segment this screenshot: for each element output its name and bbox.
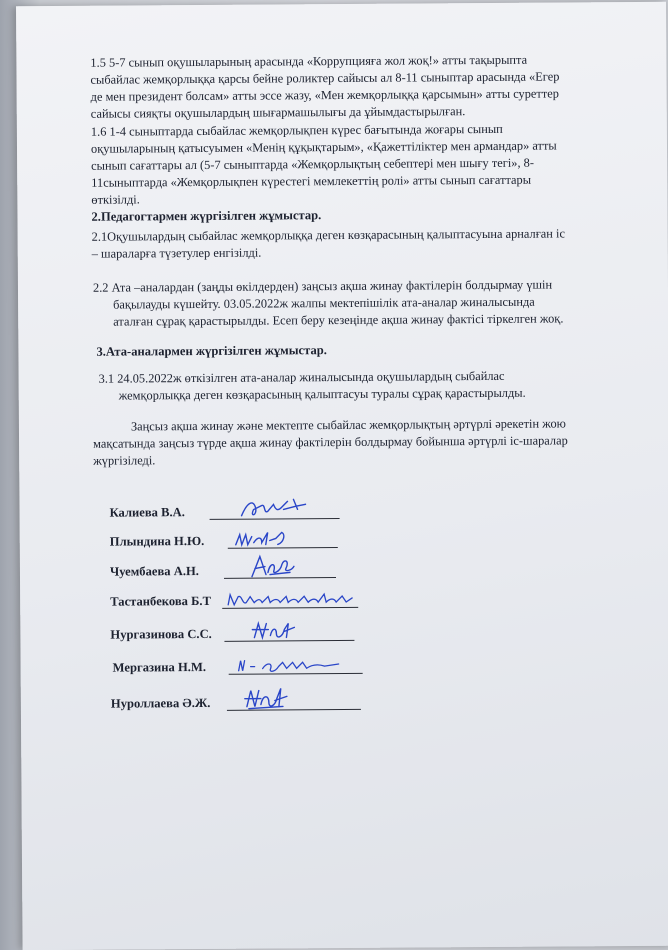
signature-row bbox=[111, 690, 371, 714]
signatory-name: Нуроллаева Ә.Ж. bbox=[110, 695, 211, 711]
closing-line-1: Заңсыз ақша жинау және мектепте сыбайлас жемқорлықтың әртүрлі әрекетін жою bbox=[130, 416, 566, 434]
item-1-5-line-3: де мен президент болсам» атты эссе жазу, «Мен жемқорлыққа қарсымын» атты суреттер bbox=[90, 86, 559, 104]
handwritten-signature bbox=[237, 495, 309, 522]
item-2-1-line-2: – шараларға түзетулер енгізілді. bbox=[91, 245, 262, 261]
signatory-name: Чуембаева А.Н. bbox=[109, 564, 199, 579]
signature-row bbox=[109, 499, 349, 523]
signatory-name: Калиева В.А. bbox=[109, 505, 185, 520]
item-3-1-line-2: жемқорлыққа деген көзқарасының қалыптасуы туралы сұрақ қарастырылды. bbox=[118, 385, 526, 403]
item-2-2-line-1: 2.2 Ата –аналардан (заңды өкілдерден) заңсыз ақша жинау фактілерін болдырмау үшін bbox=[92, 277, 553, 295]
signature-row bbox=[111, 654, 371, 678]
item-1-6-line-1: 1.6 1-4 сыныптарда сыбайлас жемқорлықпен күрес бағытында жоғары сынып bbox=[90, 121, 503, 139]
item-1-5-line-1: 1.5 5-7 сынып оқушыларының арасында «Коррупцияға жол жоқ!» атты тақырыпта bbox=[90, 52, 528, 70]
section-2-heading: 2.Педагогтармен жүргізілген жұмыстар. bbox=[91, 208, 322, 224]
item-3-1-line-1: 3.1 24.05.2022ж өткізілген ата-аналар жиналысында оқушылардың сыбайлас bbox=[98, 368, 505, 386]
signature-row bbox=[110, 558, 350, 582]
closing-line-2: мақсатында заңсыз түрде ақша жинау фактілерін болдырмау бойынша әртүрлі іс-шаралар bbox=[93, 433, 568, 451]
signatory-name: Плындина Н.Ю. bbox=[109, 533, 205, 549]
signatory-name: Тастанбекова Б.Т bbox=[110, 593, 211, 609]
closing-line-3: жүргізіледі. bbox=[93, 453, 156, 468]
signature-row bbox=[110, 588, 370, 612]
handwritten-signature bbox=[250, 617, 298, 643]
section-3-heading: 3.Ата-аналармен жүргізілген жұмыстар. bbox=[96, 343, 327, 359]
item-1-6-line-2: оқушыларының қатысуымен «Менің құқықтарым», «Қажеттіліктер мен армандар» атты bbox=[90, 138, 557, 156]
handwritten-signature bbox=[232, 526, 292, 550]
item-2-2-line-2: бақылауды күшейту. 03.05.2022ж жалпы мектепішілік ата-аналар жиналысында bbox=[113, 294, 535, 312]
handwritten-signature bbox=[243, 684, 289, 712]
signatory-name: Мергазина Н.М. bbox=[112, 659, 207, 675]
handwritten-signature bbox=[235, 654, 345, 677]
handwritten-signature bbox=[246, 552, 296, 580]
signature-row bbox=[110, 621, 360, 645]
item-1-6-line-4: 11сыныптарда «Жемқорлықпен күрестегі мемлекеттің ролі» атты сынып сағаттары bbox=[91, 172, 532, 190]
document-page bbox=[16, 2, 668, 950]
item-1-5-line-4: сайысы сияқты оқушылардың шығармашылығы да ұйымдастырылған. bbox=[90, 104, 466, 121]
handwritten-signature bbox=[224, 588, 358, 611]
signature-row bbox=[110, 528, 350, 552]
item-2-1-line-1: 2.1Оқушылардың сыбайлас жемқорлыққа деген көзқарасының қалыптасуына арналған іс bbox=[91, 226, 565, 244]
item-1-6-line-3: сынып сағаттары ал (5-7 сыныптарда «Жемқорлықтың себептері мен шығу тегі», 8- bbox=[91, 155, 535, 173]
item-1-5-line-2: сыбайлас жемқорлыққа қарсы бейне роликтер сайысы ал 8-11 сыныптар арасында «Егер bbox=[90, 69, 560, 87]
item-1-6-line-5: өткізілді. bbox=[91, 192, 140, 207]
item-2-2-line-3: аталған сұрақ қарастырылды. Есеп беру кезеңінде ақша жинау фактісі тіркелген жоқ. bbox=[113, 311, 564, 329]
signatory-name: Нургазинова С.С. bbox=[110, 626, 212, 642]
